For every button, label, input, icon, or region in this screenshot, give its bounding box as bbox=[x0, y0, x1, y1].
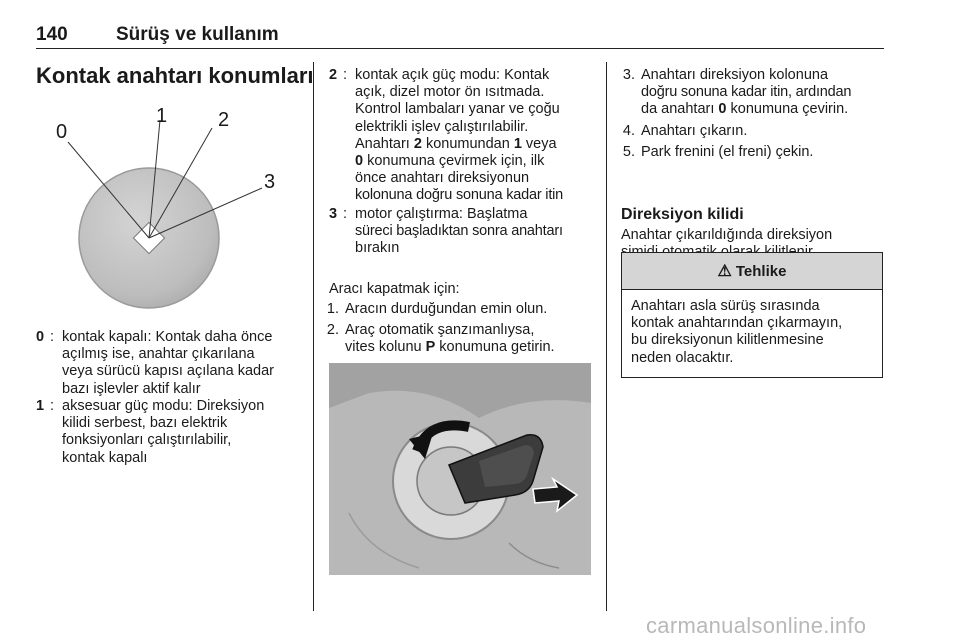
figure-label-1: 1 bbox=[156, 105, 168, 127]
entry-separator: : bbox=[50, 329, 55, 345]
page-number: 140 bbox=[36, 24, 68, 45]
entry-line: elektrikli işlev çalıştırılabilir. bbox=[355, 118, 529, 135]
header-rule bbox=[36, 48, 884, 49]
warning-line: bu direksiyonun kilitlenmesine bbox=[631, 332, 824, 349]
key-push-turn-photo bbox=[329, 363, 591, 575]
entry-line: süreci başladıktan sonra anahtarı bbox=[355, 223, 563, 240]
entry-line: veya sürücü kapısı açılana kadar bbox=[62, 363, 274, 380]
warning-title: Tehlike bbox=[735, 262, 787, 280]
list-item: 3. Anahtarı direksiyon kolonuna doğru sonuna kadar itin, ardından da anahtarı 0 konumuna çevirin. bbox=[622, 67, 852, 118]
entry-text bbox=[355, 206, 595, 258]
figure-label-0: 0 bbox=[56, 121, 68, 143]
entry-text bbox=[62, 398, 302, 467]
position-entry-2 bbox=[329, 67, 595, 205]
column-divider-1 bbox=[313, 62, 314, 611]
entry-separator: : bbox=[50, 398, 55, 414]
figure-label-2: 2 bbox=[218, 109, 230, 131]
entry-line: aksesuar güç modu: Direksiyon bbox=[62, 398, 265, 414]
paragraph-line: Anahtar çıkarıldığında direksiyon bbox=[621, 227, 833, 243]
entry-number: 2 bbox=[329, 67, 338, 83]
column-divider-2 bbox=[606, 62, 607, 611]
warning-triangle-icon: ⚠ bbox=[717, 263, 732, 280]
entry-line: kontak açık güç modu: Kontak bbox=[355, 67, 550, 83]
entry-number: 1 bbox=[36, 398, 45, 414]
page-header bbox=[36, 24, 279, 46]
warning-box bbox=[621, 252, 883, 378]
shutdown-intro: Aracı kapatmak için: bbox=[329, 281, 460, 297]
position-entry-1 bbox=[36, 398, 302, 467]
entry-line: açık, dizel motor ön ısıtmada. bbox=[355, 84, 545, 101]
shutdown-steps-list-cont bbox=[613, 67, 888, 161]
entry-line: Kontrol lambaları yanar ve çoğu bbox=[355, 101, 560, 118]
entry-text bbox=[62, 329, 302, 398]
entry-line: kontak kapalı: Kontak daha önce bbox=[62, 329, 273, 345]
entry-line: 0 konumuna çevirmek için, ilk bbox=[355, 153, 545, 170]
shutdown-steps-list bbox=[317, 301, 597, 357]
warning-line: Anahtarı asla sürüş sırasında bbox=[631, 298, 820, 314]
entry-separator: : bbox=[343, 206, 348, 222]
entry-line: motor çalıştırma: Başlatma bbox=[355, 206, 528, 222]
position-entry-0 bbox=[36, 329, 302, 398]
position-entry-3 bbox=[329, 206, 595, 258]
entry-line: kolonuna doğru sonuna kadar itin bbox=[355, 187, 564, 204]
entry-text bbox=[355, 67, 595, 205]
warning-header bbox=[622, 253, 882, 290]
entry-line: açılmış ise, anahtar çıkarılana bbox=[62, 346, 255, 363]
list-item: 4. Anahtarı çıkarın. bbox=[622, 122, 748, 139]
entry-line: kontak kapalı bbox=[62, 449, 148, 466]
entry-line: fonksiyonları çalıştırılabilir, bbox=[62, 432, 232, 449]
section-title: Sürüş ve kullanım bbox=[116, 24, 279, 45]
entry-line: önce anahtarı direksiyonun bbox=[355, 170, 530, 187]
entry-number: 0 bbox=[36, 329, 45, 345]
entry-separator: : bbox=[343, 67, 348, 83]
warning-line: neden olacaktır. bbox=[631, 349, 734, 366]
steering-lock-heading: Direksiyon kilidi bbox=[621, 206, 744, 223]
figure-label-3: 3 bbox=[264, 171, 276, 193]
warning-body bbox=[622, 290, 882, 367]
footer-watermark: carmanualsonline.info bbox=[646, 613, 867, 638]
entry-line: kilidi serbest, bazı elektrik bbox=[62, 415, 228, 432]
entry-line: bırakın bbox=[355, 240, 400, 257]
list-item: 5. Park frenini (el freni) çekin. bbox=[622, 143, 814, 160]
warning-line: kontak anahtarından çıkarmayın, bbox=[631, 315, 843, 332]
entry-line: bazı işlevler aktif kalır bbox=[62, 380, 201, 397]
list-item: 2. Araç otomatik şanzımanlıysa, vites kolunu P konumuna getirin. bbox=[326, 322, 555, 356]
ignition-positions-figure bbox=[50, 100, 300, 310]
entry-line: Anahtarı 2 konumundan 1 veya bbox=[355, 135, 557, 152]
page-title: Kontak anahtarı konumları bbox=[36, 63, 314, 88]
entry-number: 3 bbox=[329, 206, 338, 222]
list-item: 1. Aracın durduğundan emin olun. bbox=[326, 301, 548, 317]
